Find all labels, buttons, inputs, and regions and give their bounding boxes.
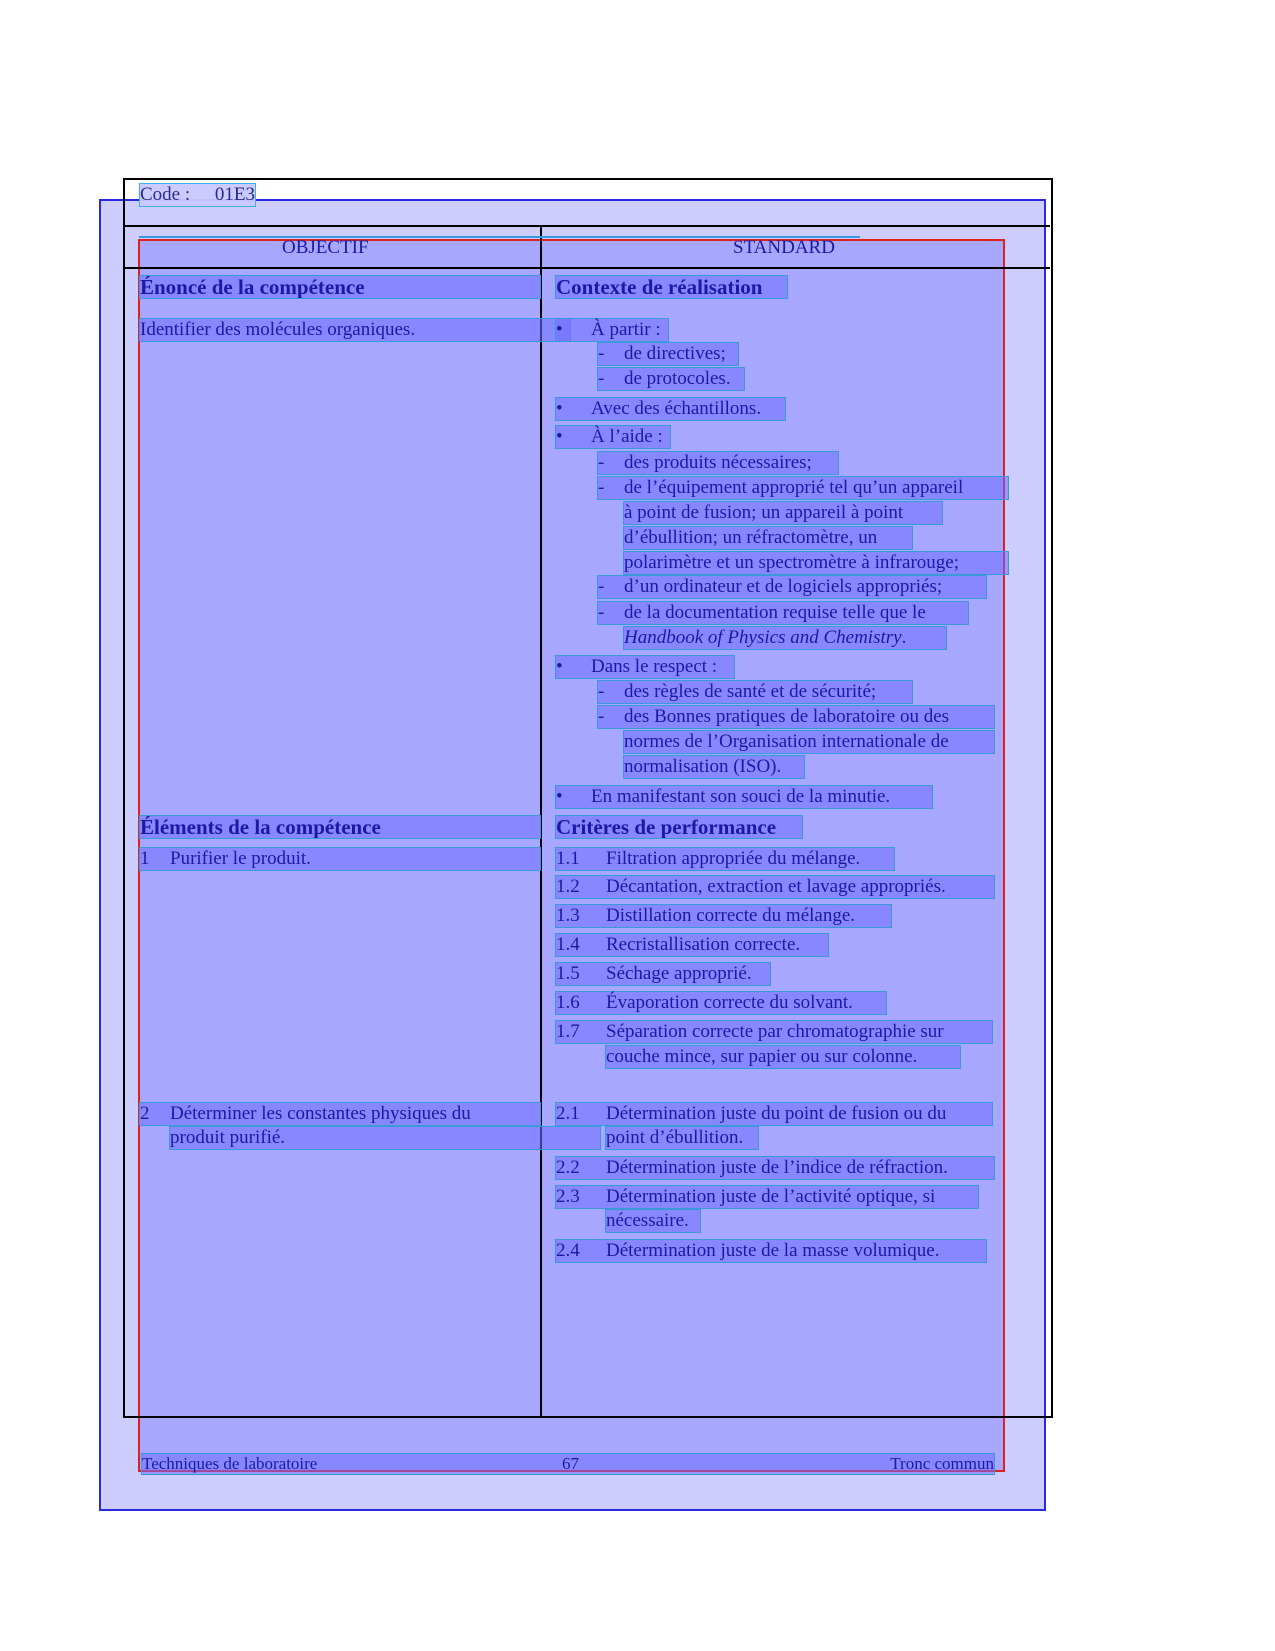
- table-left-border: [123, 178, 125, 1417]
- critere-1-1: 1.1 Filtration appropriée du mélange.: [556, 848, 894, 870]
- bullet-a-partir: • À partir :: [556, 319, 668, 341]
- enonce-text: Identifier des molécules organiques.: [140, 319, 570, 341]
- footer-right: Tronc commun: [890, 1454, 994, 1473]
- bullet-a-laide: • À l’aide :: [556, 426, 670, 448]
- bullet-avec: • Avec des échantillons.: [556, 398, 785, 420]
- table-right-border: [1051, 178, 1053, 1417]
- element-2-line-1: 2 Déterminer les constantes physiques du: [140, 1103, 540, 1125]
- handbook-title: Handbook of Physics and Chemistry: [624, 627, 902, 648]
- critere-2-4: 2.4 Détermination juste de la masse volumique.: [556, 1240, 986, 1262]
- critere-1-7-line-1: 1.7 Séparation correcte par chromatographie sur: [556, 1021, 992, 1043]
- a-laide-item-4: - de la documentation requise telle que le: [598, 602, 968, 624]
- critere-2-3-line-1: 2.3 Détermination juste de l’activité optique, si: [556, 1186, 978, 1208]
- column-divider: [540, 226, 542, 1417]
- critere-2-1-line-2: point d’ébullition.: [606, 1127, 758, 1149]
- code-value: 01E3: [214, 184, 255, 205]
- respect-item-2-line-2: normes de l’Organisation internationale de: [624, 731, 994, 753]
- table-bottom-border: [123, 1416, 1053, 1418]
- code-block: [140, 184, 255, 206]
- element-1: 1 Purifier le produit.: [140, 848, 540, 870]
- a-partir-item-1: - de directives;: [598, 343, 738, 365]
- footer-left: Techniques de laboratoire: [142, 1454, 318, 1473]
- respect-item-2-line-3: normalisation (ISO).: [624, 756, 804, 778]
- critere-1-2: 1.2 Décantation, extraction et lavage appropriés.: [556, 876, 994, 898]
- footer-page-number: 67: [562, 1454, 579, 1473]
- contexte-title: Contexte de réalisation: [556, 276, 787, 298]
- handbook-line: Handbook of Physics and Chemistry.: [624, 627, 946, 649]
- respect-item-1: - des règles de santé et de sécurité;: [598, 681, 912, 703]
- a-laide-item-2-line-3: d’ébullition; un réfractomètre, un: [624, 527, 912, 549]
- elements-title: Éléments de la compétence: [140, 816, 540, 838]
- a-laide-item-1: - des produits nécessaires;: [598, 452, 838, 474]
- critere-2-2: 2.2 Détermination juste de l’indice de réfraction.: [556, 1157, 994, 1179]
- respect-item-2-line-1: - des Bonnes pratiques de laboratoire ou des: [598, 706, 994, 728]
- a-laide-item-2-line-4: polarimètre et un spectromètre à infrarouge;: [624, 552, 1008, 574]
- critere-1-6: 1.6 Évaporation correcte du solvant.: [556, 992, 886, 1014]
- header-top-rule: [123, 225, 1050, 227]
- critere-1-3: 1.3 Distillation correcte du mélange.: [556, 905, 891, 927]
- a-laide-item-2-line-1: - de l’équipement approprié tel qu’un appareil: [598, 477, 1008, 499]
- a-laide-item-2-line-2: à point de fusion; un appareil à point: [624, 502, 942, 524]
- enonce-title: Énoncé de la compétence: [140, 276, 540, 298]
- bullet-minutie: • En manifestant son souci de la minutie.: [556, 786, 932, 808]
- header-bottom-rule: [123, 267, 1050, 269]
- footer: [142, 1454, 994, 1474]
- critere-1-5: 1.5 Séchage approprié.: [556, 963, 770, 985]
- critere-2-3-line-2: nécessaire.: [606, 1210, 700, 1232]
- bullet-dans-le-respect: • Dans le respect :: [556, 656, 734, 678]
- critere-1-7-line-2: couche mince, sur papier ou sur colonne.: [606, 1046, 960, 1068]
- element-2-line-2: produit purifié.: [170, 1127, 600, 1149]
- a-partir-item-2: - de protocoles.: [598, 368, 744, 390]
- criteres-title: Critères de performance: [556, 816, 802, 838]
- table-top-border: [123, 178, 1053, 180]
- a-laide-item-3: - d’un ordinateur et de logiciels appropriés;: [598, 576, 986, 598]
- code-label: Code :: [140, 184, 191, 205]
- critere-2-1-line-1: 2.1 Détermination juste du point de fusion ou du: [556, 1103, 992, 1125]
- critere-1-4: 1.4 Recristallisation correcte.: [556, 934, 828, 956]
